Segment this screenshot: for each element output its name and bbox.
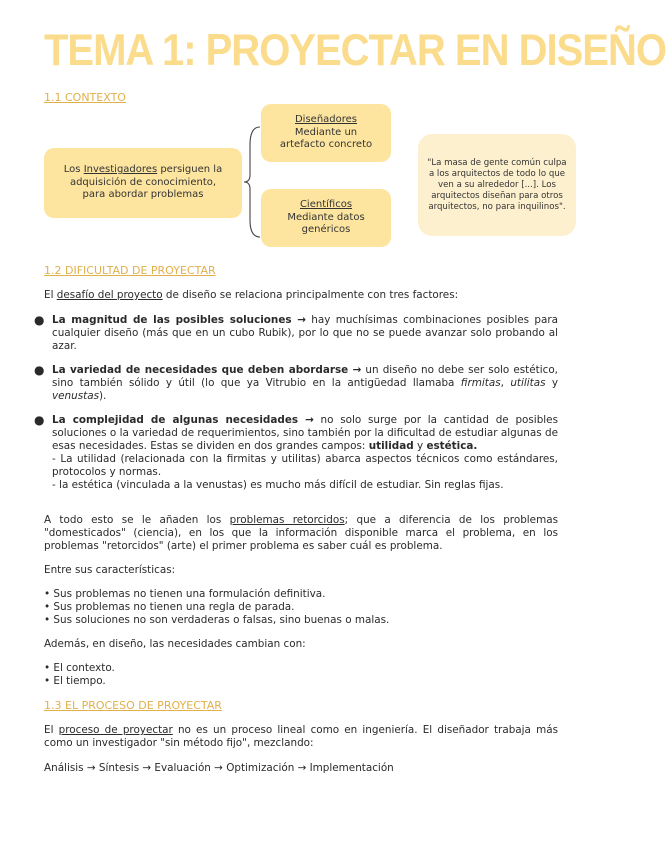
caracteristicas-intro: Entre sus características: [44,564,176,576]
caracteristica-item: • Sus problemas no tienen una formulación definitiva. [44,588,326,600]
cambio-item: • El tiempo. [44,675,106,687]
section-heading-dificultad: 1.2 DIFICULTAD DE PROYECTAR [44,264,216,277]
disenadores-box [261,104,391,162]
quote-box [418,134,576,236]
bullet-dot: ● [34,413,45,427]
investigadores-line-1: Los Investigadores persiguen la [63,164,223,176]
investigadores-line-3: para abordar problemas [82,189,204,201]
problemas-retorcidos-paragraph: A todo esto se le añaden los problemas retorcidos; que a diferencia de los problemas "domesticados" (ciencia), en los que la información disponible marca el problema, en los problemas "retorcidos" (arte) el primer problema es saber cuál es problema. [44,514,558,552]
bullet-dot: ● [34,363,45,377]
page-title: TEMA 1: PROYECTAR EN DISEÑO [44,26,666,76]
estetica-note: - la estética (vinculada a la venustas) es mucho más difícil de estudiar. Sin reglas fijas. [52,479,504,491]
disenadores-line-2: artefacto concreto [279,139,373,151]
investigadores-term: Investigadores [83,164,158,176]
investigadores-line-2: adquisición de conocimiento, [69,176,217,188]
factor-complejidad: La complejidad de algunas necesidades → no solo surge por la cantidad de posibles soluciones o la variedad de requerimientos, sino también por la dificultad de estudiar algunas de esas necesidades. Estas se dividen en dos grandes campos: utilidad y estética. - La utilidad (relacionada con la firmitas y utilitas) abarca aspectos técnicos como estándares, protocolos y normas. - la estética (vinculada a la venustas) es mucho más difícil de estudiar. Sin reglas fijas. [52,414,558,491]
desafio-term: desafío del proyecto [56,289,163,301]
factor-variedad: La variedad de necesidades que deben abordarse → un diseño no debe ser solo estético, sino también sólido y útil (lo que ya Vitrubio en la antigüedad llamaba firmitas, utilitas y venustas). [52,364,559,402]
caracteristica-item: • Sus soluciones no son verdaderas o falsas, sino buenas o malas. [44,614,390,626]
cientificos-box [261,189,391,247]
section-heading-proceso: 1.3 EL PROCESO DE PROYECTAR [44,699,222,712]
caracteristica-item: • Sus problemas no tienen una regla de parada. [44,601,295,613]
cientificos-title: Científicos [299,199,353,211]
section-heading-contexto: 1.1 CONTEXTO [44,91,126,104]
cambio-item: • El contexto. [44,662,115,674]
cambios-intro: Además, en diseño, las necesidades cambian con: [44,638,306,650]
cientificos-line-2: genéricos [301,224,351,236]
factor-magnitud: La magnitud de las posibles soluciones → hay muchísimas combinaciones posibles para cualquier diseño (más que en un cubo Rubik), por lo que no se puede avanzar solo probando al azar. [52,314,558,352]
quote-text: "La masa de gente común culpa a los arquitectos de todo lo que ven a su alrededor [...]. Los arquitectos diseñan para otros arquitectos, no para inquilinos". [427,157,567,212]
proceso-term: proceso de proyectar [58,724,173,736]
cientificos-line-1: Mediante datos [287,211,365,223]
problemas-retorcidos-term: problemas retorcidos [229,514,345,526]
disenadores-title: Diseñadores [294,114,358,126]
proceso-flow: Análisis → Síntesis → Evaluación → Optimización → Implementación [44,762,394,774]
utilidad-note: - La utilidad (relacionada con la firmitas y utilitas) abarca aspectos técnicos como estándares, protocolos y normas. [52,453,558,478]
dificultad-intro: El desafío del proyecto de diseño se relaciona principalmente con tres factores: [44,289,459,301]
disenadores-line-1: Mediante un [294,126,358,138]
investigadores-box [44,148,242,218]
bullet-dot: ● [34,313,45,327]
proceso-paragraph: El proceso de proyectar no es un proceso lineal como en ingeniería. El diseñador trabaja más como un investigador "sin método fijo", mezclando: [44,724,558,749]
